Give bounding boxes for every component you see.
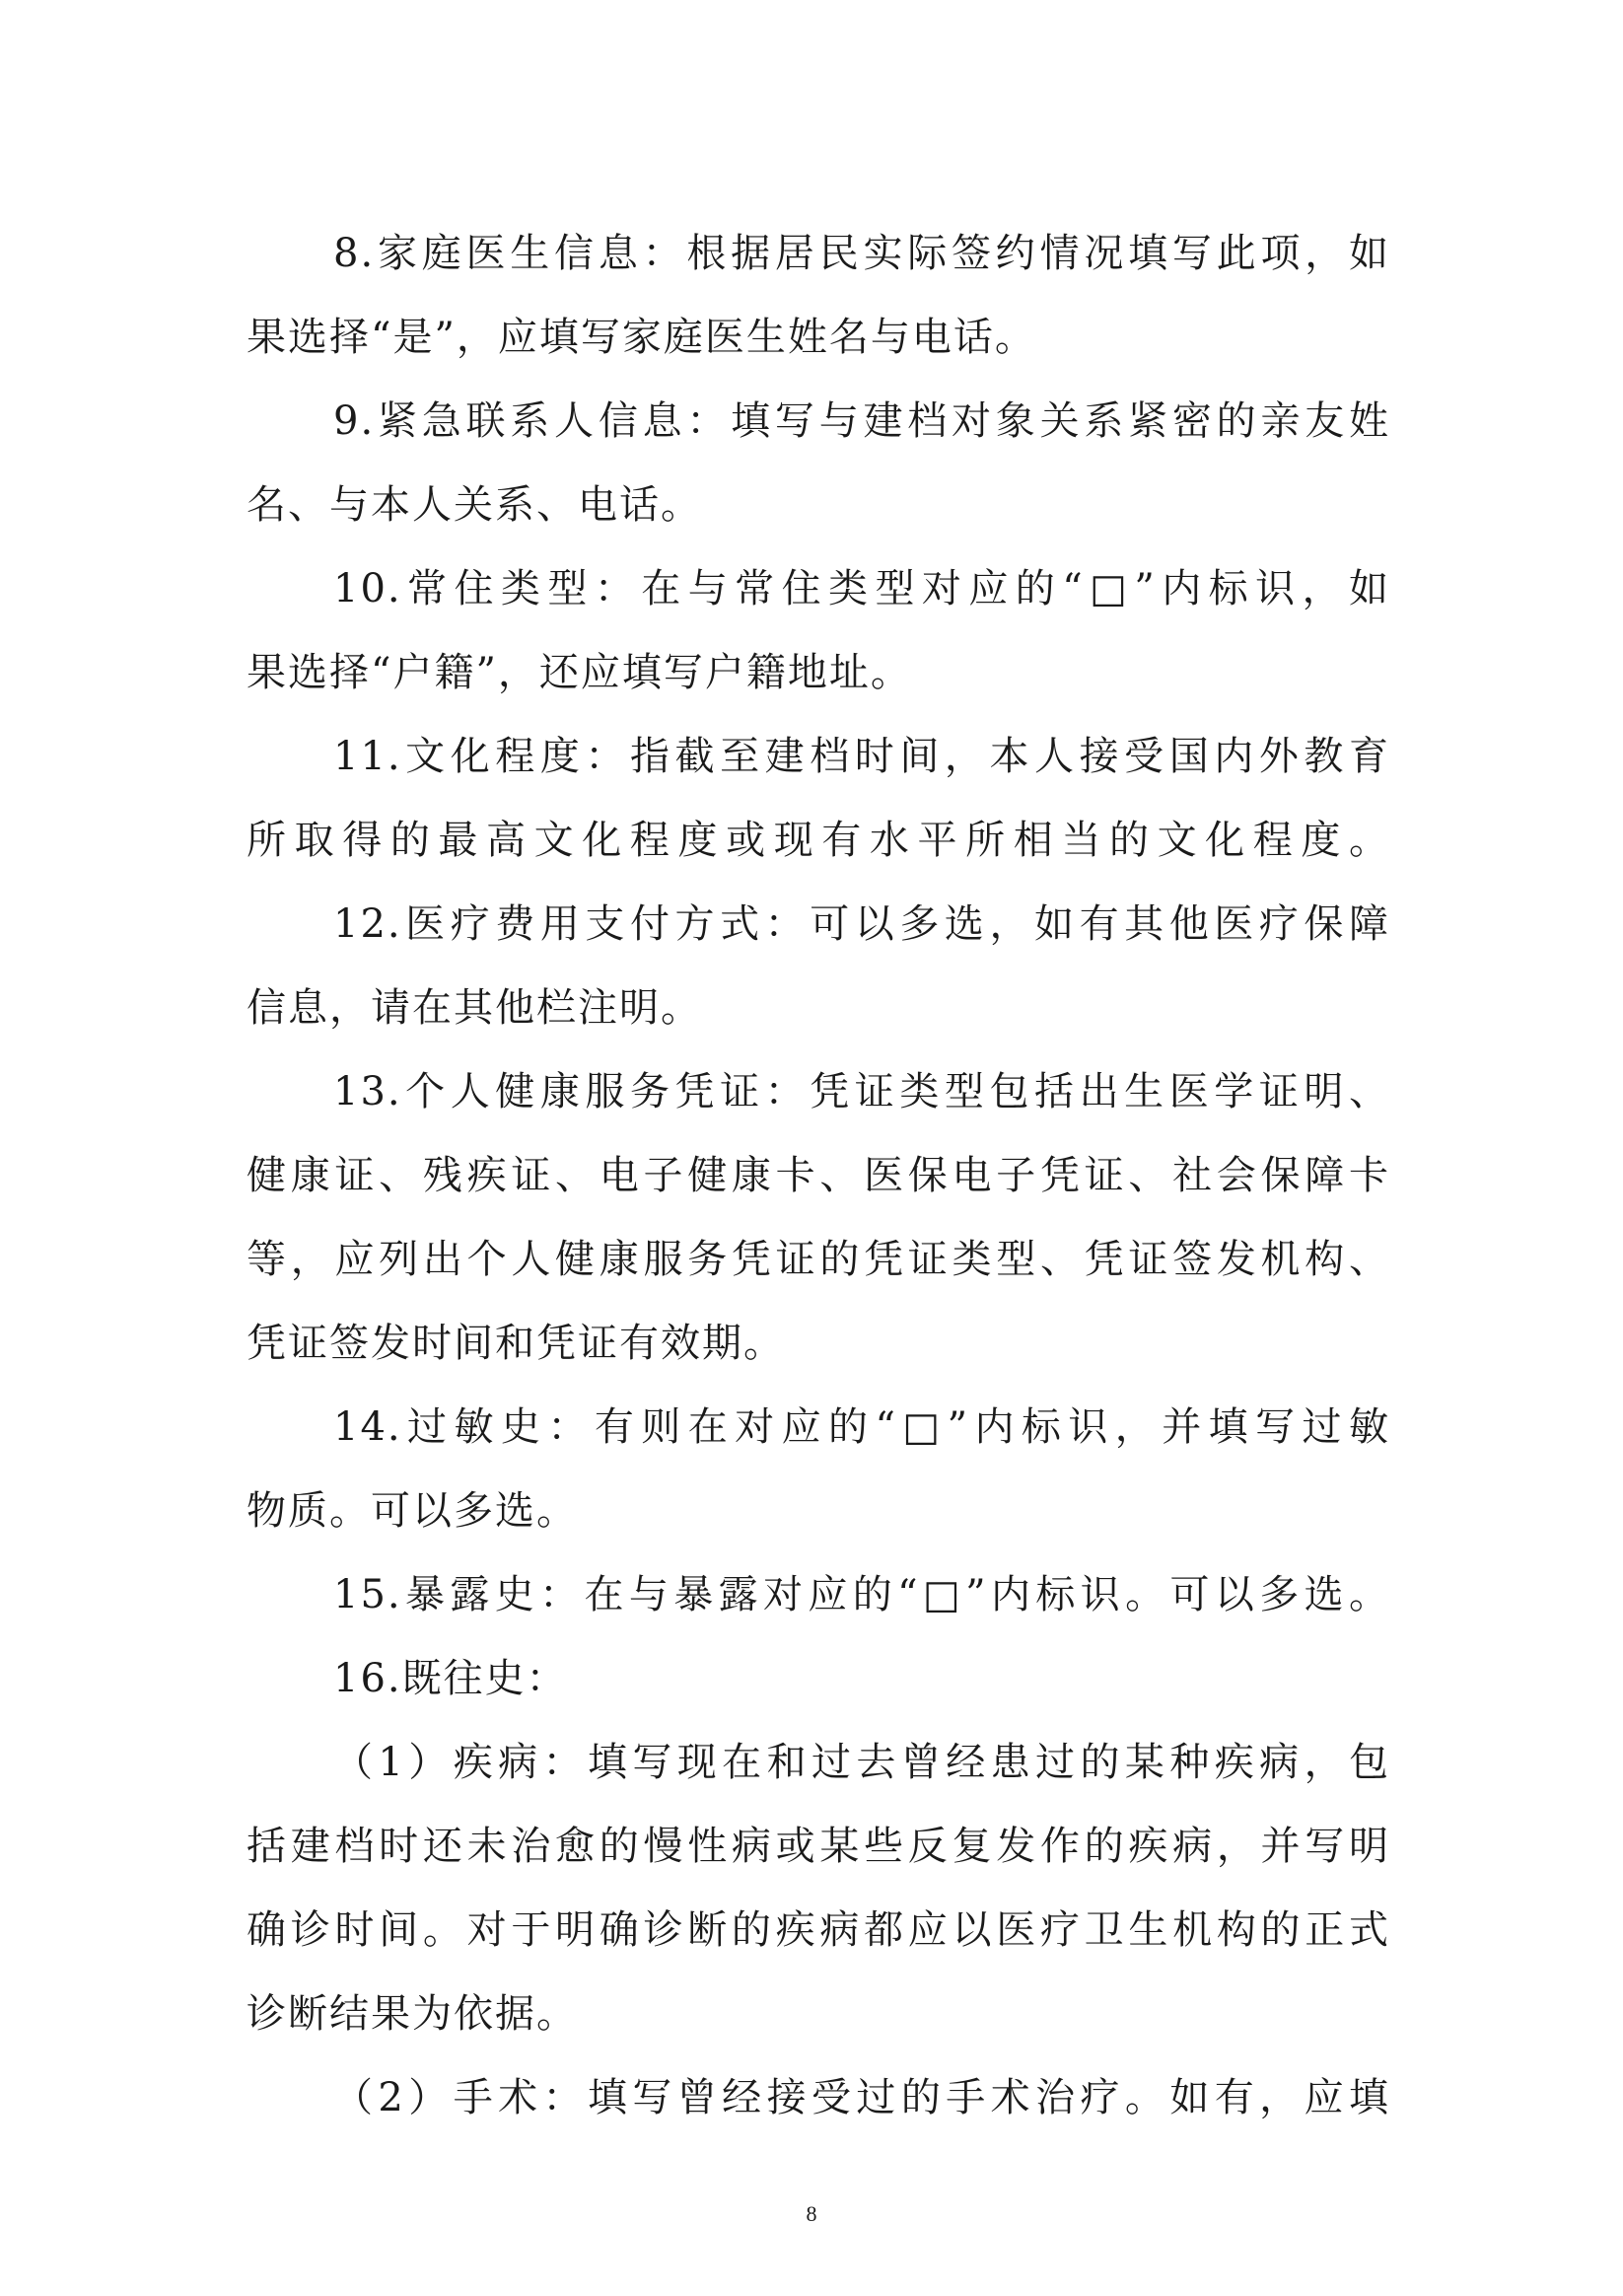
- item-15-line-1: 15.暴露史：在与暴露对应的“□”内标识。可以多选。: [333, 1572, 1390, 1617]
- item-10-line-2: 果选择“户籍”，还应填写户籍地址。: [247, 650, 912, 695]
- item-13-line-3: 等，应列出个人健康服务凭证的凭证类型、凭证签发机构、: [247, 1237, 1390, 1282]
- item-16-heading: 16.既往史：: [333, 1656, 568, 1701]
- item-12-line-2: 信息，请在其他栏注明。: [247, 985, 702, 1031]
- item-9-line-1: 9.紧急联系人信息：填写与建档对象关系紧密的亲友姓: [333, 398, 1390, 444]
- item-14-line-1: 14.过敏史：有则在对应的“□”内标识，并填写过敏: [333, 1404, 1390, 1450]
- item-11-line-1: 11.文化程度：指截至建档时间，本人接受国内外教育: [333, 734, 1390, 779]
- item-16-2-line-1: （2）手术：填写曾经接受过的手术治疗。如有，应填: [333, 2075, 1390, 2120]
- item-13-line-4: 凭证签发时间和凭证有效期。: [247, 1321, 785, 1366]
- item-9-line-2: 名、与本人关系、电话。: [247, 482, 702, 528]
- item-14-line-2: 物质。可以多选。: [247, 1488, 578, 1534]
- item-11-line-2: 所取得的最高文化程度或现有水平所相当的文化程度。: [247, 818, 1390, 863]
- item-10-line-1: 10.常住类型：在与常住类型对应的“□”内标识，如: [333, 566, 1390, 611]
- item-13-line-1: 13.个人健康服务凭证：凭证类型包括出生医学证明、: [333, 1069, 1390, 1114]
- item-16-1-line-1: （1）疾病：填写现在和过去曾经患过的某种疾病，包: [333, 1740, 1390, 1785]
- page-number: 8: [806, 2201, 817, 2226]
- item-16-1-line-2: 括建档时还未治愈的慢性病或某些反复发作的疾病，并写明: [247, 1824, 1390, 1869]
- item-13-line-2: 健康证、残疾证、电子健康卡、医保电子凭证、社会保障卡: [247, 1153, 1390, 1198]
- item-12-line-1: 12.医疗费用支付方式：可以多选，如有其他医疗保障: [333, 901, 1390, 947]
- item-8-line-2: 果选择“是”，应填写家庭医生姓名与电话。: [247, 315, 1036, 360]
- document-body: [247, 212, 1390, 2140]
- item-8-line-1: 8.家庭医生信息：根据居民实际签约情况填写此项，如: [333, 231, 1390, 276]
- item-16-1-line-3: 确诊时间。对于明确诊断的疾病都应以医疗卫生机构的正式: [247, 1907, 1390, 1953]
- item-16-1-line-4: 诊断结果为依据。: [247, 1991, 578, 2037]
